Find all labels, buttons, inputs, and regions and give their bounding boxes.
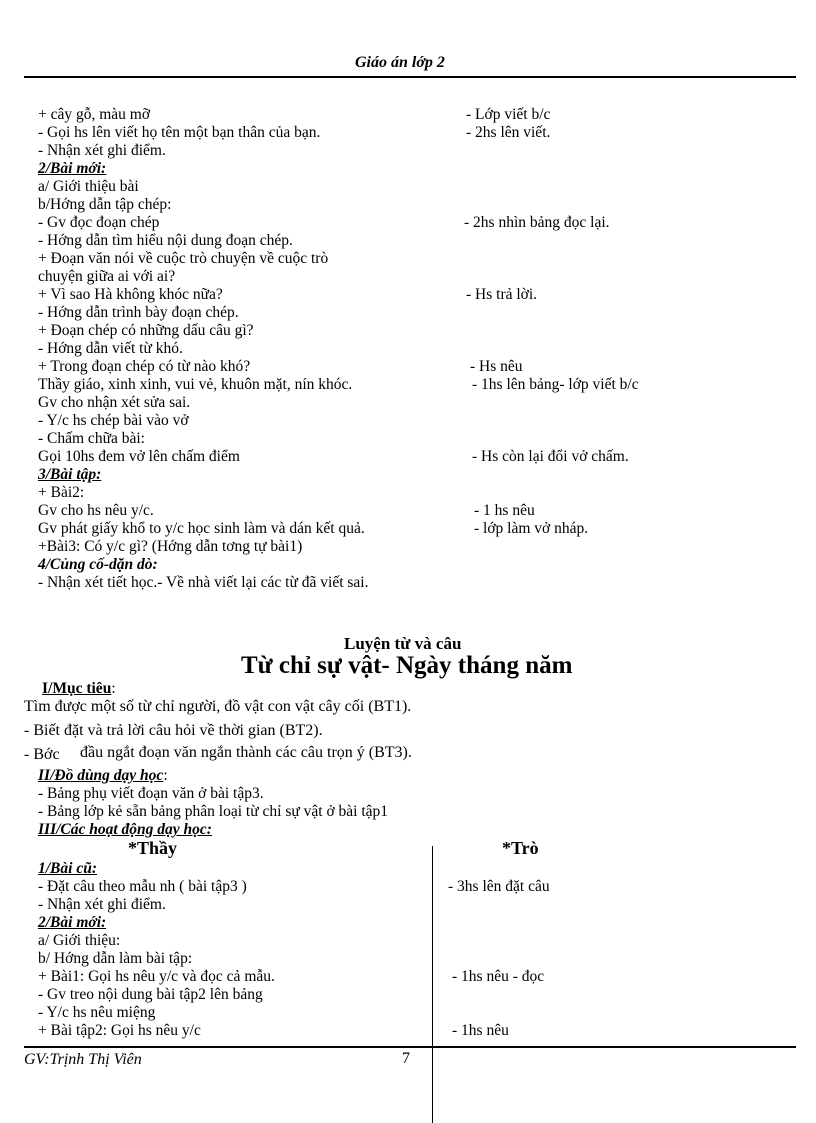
tools-colon: : — [163, 767, 168, 784]
line-left-18: - Y/c hs chép bài vào vở — [38, 412, 189, 429]
tools-heading: II/Đồ dùng dạy học — [38, 767, 164, 784]
line-left-11: + Vì sao Hà không khóc nữa? — [38, 286, 223, 303]
tools-heading-row — [38, 767, 168, 785]
teacher-line-10: + Bài tập2: Gọi hs nêu y/c — [38, 1022, 201, 1039]
line-left-23: Gv cho hs nêu y/c. — [38, 502, 154, 519]
header-rule — [24, 76, 796, 78]
teacher-line-7: + Bài1: Gọi hs nêu y/c và đọc cả mẫu. — [38, 968, 275, 985]
goal-3-prefix: - Bớc — [24, 746, 60, 763]
line-right-7: - Hs còn lại đổi vở chấm. — [472, 448, 629, 465]
section-new-lesson: 2/Bài mới: — [38, 160, 107, 177]
line-left-27: - Nhận xét tiết học.- Về nhà viết lại các từ đã viết sai. — [38, 574, 369, 591]
column-divider — [432, 846, 433, 1123]
line-left-14: - Hớng dẫn viết từ khó. — [38, 340, 183, 357]
goal-3: đầu ngắt đoạn văn ngắn thành các câu trọn ý (BT3). — [80, 744, 412, 761]
line-right-8: - 1 hs nêu — [474, 502, 535, 519]
line-left-16: Thầy giáo, xinh xinh, vui vẻ, khuôn mặt, nín khóc. — [38, 376, 353, 393]
section-old-lesson: 1/Bài cũ: — [38, 860, 97, 877]
activities-heading: III/Các hoạt động dạy học: — [38, 821, 212, 838]
line-right-6: - 1hs lên bảng- lớp viết b/c — [472, 376, 639, 393]
line-right-5: - Hs nêu — [470, 358, 523, 375]
goal-1: Tìm được một số từ chỉ người, đồ vật con vật cây cối (BT1). — [24, 698, 412, 715]
student-line-3: - 1hs nêu — [452, 1022, 509, 1039]
column-teacher: *Thầy — [128, 838, 178, 858]
line-left-5: a/ Giới thiệu bài — [38, 178, 139, 195]
section-new-lesson-2: 2/Bài mới: — [38, 914, 107, 931]
student-line-1: - 3hs lên đặt câu — [448, 878, 550, 895]
line-left-6: b/Hớng dẫn tập chép: — [38, 196, 172, 213]
line-left-15: + Trong đoạn chép có từ nào khó? — [38, 358, 251, 375]
line-right-1: - Lớp viết b/c — [466, 106, 551, 123]
footer-author: GV:Trịnh Thị Viên — [24, 1051, 142, 1068]
teacher-line-2: - Đặt câu theo mẫu nh ( bài tập3 ) — [38, 878, 247, 895]
teacher-line-6: b/ Hớng dẫn làm bài tập: — [38, 950, 193, 967]
tool-1: - Bảng phụ viết đoạn văn ở bài tập3. — [38, 785, 264, 802]
line-left-9: + Đoạn văn nói về cuộc trò chuyện về cuộc trò — [38, 250, 329, 267]
student-line-2: - 1hs nêu - đọc — [452, 968, 545, 985]
lesson-subject: Luyện từ và câu — [344, 634, 462, 653]
line-left-20: Gọi 10hs đem vở lên chấm điểm — [38, 448, 240, 465]
lesson-title: Từ chỉ sự vật- Ngày tháng năm — [241, 652, 573, 679]
tool-2: - Bảng lớp kẻ sẵn bảng phân loại từ chỉ sự vật ở bài tập1 — [38, 803, 389, 820]
line-left-1: + cây gỗ, màu mỡ — [38, 106, 151, 123]
line-left-25: +Bài3: Có y/c gì? (Hớng dẫn tơng tự bài1) — [38, 538, 303, 555]
line-left-17: Gv cho nhận xét sửa sai. — [38, 394, 191, 411]
goals-heading-row — [42, 680, 116, 698]
teacher-line-5: a/ Giới thiệu: — [38, 932, 121, 949]
teacher-line-8: - Gv treo nội dung bài tập2 lên bảng — [38, 986, 263, 1003]
teacher-line-9: - Y/c hs nêu miệng — [38, 1004, 156, 1021]
line-left-12: - Hớng dẫn trình bày đoạn chép. — [38, 304, 239, 321]
goals-heading: I/Mục tiêu — [42, 680, 112, 697]
goals-colon: : — [111, 680, 116, 697]
line-right-2: - 2hs lên viết. — [466, 124, 551, 141]
section-consolidation: 4/Củng cố-dặn dò: — [38, 556, 158, 573]
section-exercises: 3/Bài tập: — [38, 466, 102, 483]
line-left-10: chuyện giữa ai với ai? — [38, 268, 176, 285]
line-left-7: - Gv đọc đoạn chép — [38, 214, 160, 231]
line-right-4: - Hs trả lời. — [466, 286, 538, 303]
line-left-8: - Hớng dẫn tìm hiểu nội dung đoạn chép. — [38, 232, 293, 249]
line-left-3: - Nhận xét ghi điểm. — [38, 142, 166, 159]
line-left-19: - Chấm chữa bài: — [38, 430, 145, 447]
footer-rule — [24, 1046, 796, 1048]
page-number: 7 — [402, 1050, 410, 1067]
line-left-13: + Đoạn chép có những dấu câu gì? — [38, 322, 254, 339]
line-right-3: - 2hs nhìn bảng đọc lại. — [464, 214, 610, 231]
line-left-22: + Bài2: — [38, 484, 85, 501]
page-header-title: Giáo án lớp 2 — [355, 54, 445, 71]
line-left-2: - Gọi hs lên viết họ tên một bạn thân của bạn. — [38, 124, 321, 141]
teacher-line-3: - Nhận xét ghi điểm. — [38, 896, 166, 913]
column-student: *Trò — [502, 838, 539, 858]
goal-2: - Biết đặt và trả lời câu hỏi về thời gian (BT2). — [24, 722, 323, 739]
line-left-24: Gv phát giấy khổ to y/c học sinh làm và dán kết quả. — [38, 520, 365, 537]
line-right-9: - lớp làm vở nháp. — [474, 520, 589, 537]
